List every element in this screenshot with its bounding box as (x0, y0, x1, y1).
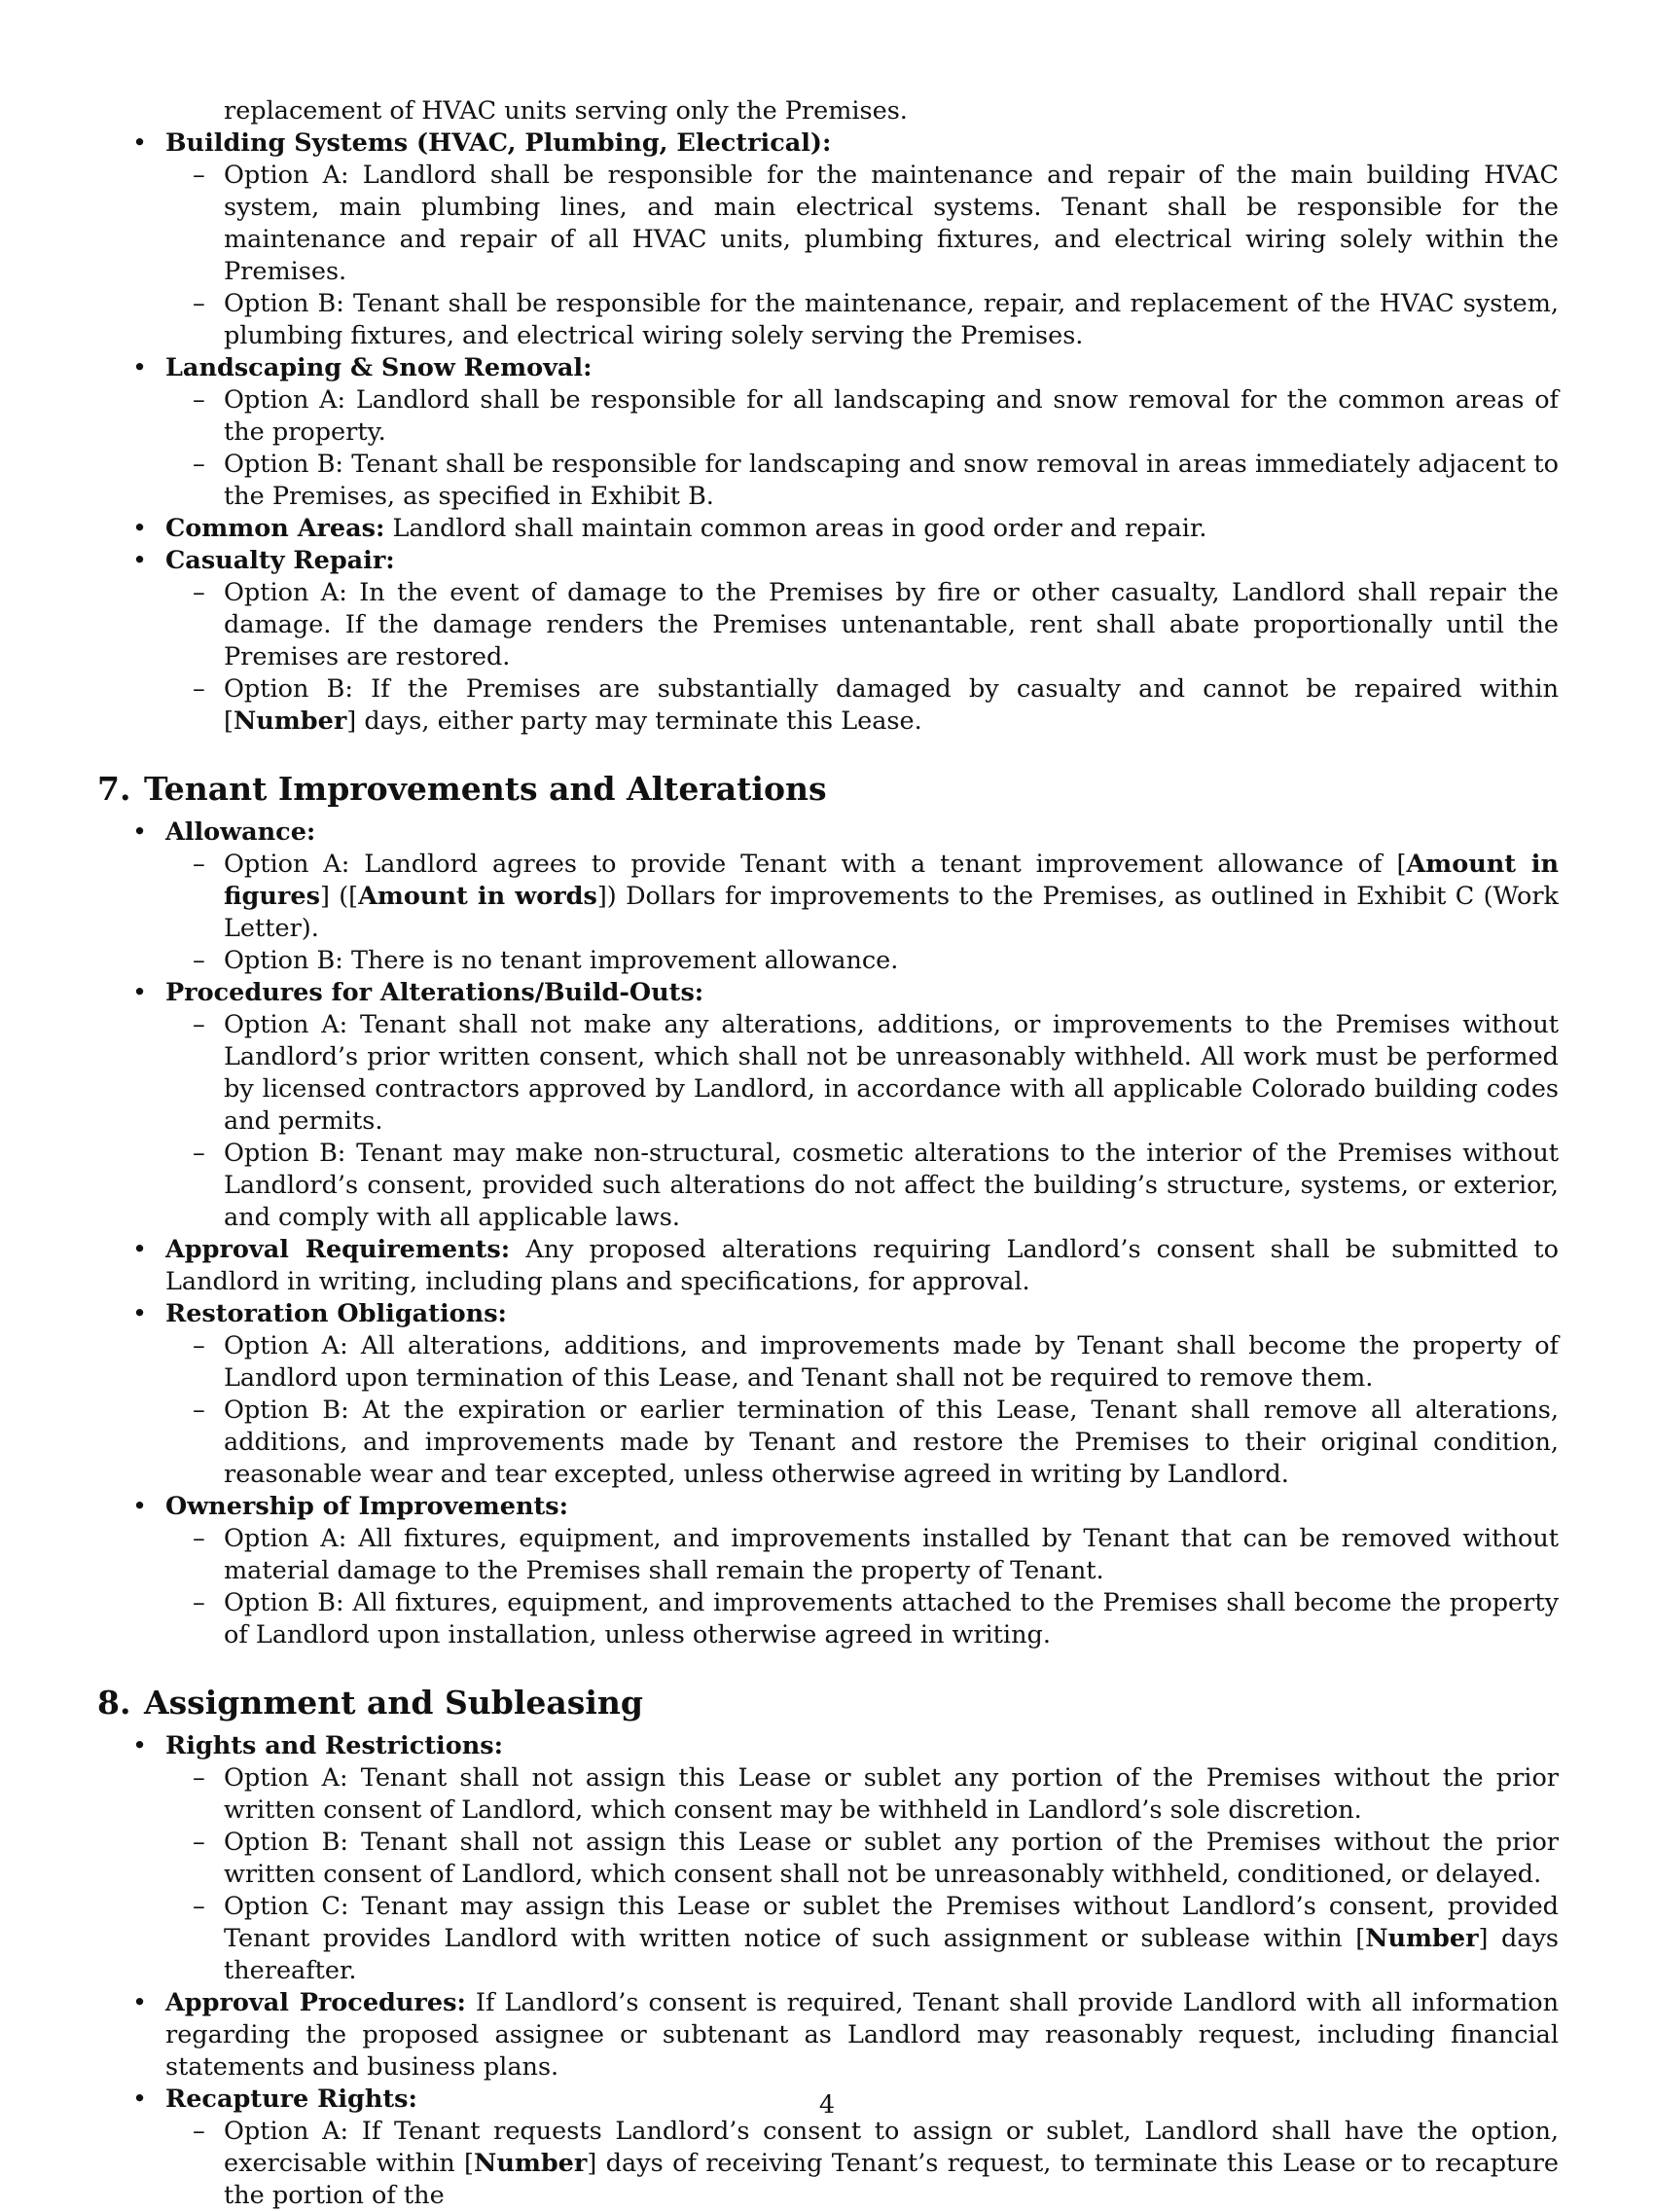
restoration-option-a: – Option A: All alterations, additions, and improvements made by Tenant shall become the property of Landlord upon termination of this Lease, and Tenant shall not be required to remove them. (97, 1330, 1559, 1395)
allowance-option-b: – Option B: There is no tenant improvement allowance. (97, 945, 1559, 977)
section-heading-7 (97, 770, 1559, 809)
page-number: 4 (818, 2090, 836, 2120)
item-text: Landlord shall maintain common areas in good order and repair. (392, 514, 1207, 543)
rights-option-c: – Option C: Tenant may assign this Lease or sublet the Premises without Landlord’s consent, provided Tenant provides Landlord with written notice of such assignment or sublease within [Number] days thereafter. (97, 1891, 1559, 1987)
placeholder-amount-figures: Amount in figures (224, 850, 1559, 911)
restoration-item (97, 1298, 1559, 1330)
building-option-b: – Option B: Tenant shall be responsible for the maintenance, repair, and replacement of the HVAC system, plumbing fixtures, and electrical wiring solely serving the Premises. (97, 288, 1559, 352)
item-text: Any proposed alterations requiring Landlord’s consent shall be submitted to Landlord in writing, including plans and specifications, for approval. (165, 1235, 1560, 1296)
item-title: Recapture Rights: (165, 2085, 417, 2114)
allowance-option-a: – Option A: Landlord agrees to provide Tenant with a tenant improvement allowance of [Amount in figures] ([Amount in words]) Dollars for improvements to the Premises, as outlined in Exhibit C (Work Letter). (97, 849, 1559, 945)
item-title: Rights and Restrictions: (165, 1731, 504, 1760)
common-areas-item (97, 513, 1559, 545)
building-systems-item (97, 127, 1559, 160)
landscaping-item (97, 352, 1559, 384)
item-title: Restoration Obligations: (165, 1299, 507, 1328)
restoration-option-b: – Option B: At the expiration or earlier termination of this Lease, Tenant shall remove all alterations, additions, and improvements made by Tenant and restore the Premises to their original condition, reasonable wear and tear excepted, unless otherwise agreed in writing by Landlord. (97, 1395, 1559, 1491)
rights-option-b: – Option B: Tenant shall not assign this Lease or sublet any portion of the Premises without the prior written consent of Landlord, which consent shall not be unreasonably withheld, conditioned, or delayed. (97, 1827, 1559, 1891)
casualty-repair-item (97, 545, 1559, 577)
casualty-option-a: – Option A: In the event of damage to the Premises by fire or other casualty, Landlord shall repair the damage. If the damage renders the Premises untenantable, rent shall abate proportionally until the Premises are restored. (97, 577, 1559, 673)
item-title: Building Systems (HVAC, Plumbing, Electrical): (165, 128, 832, 158)
ownership-option-a: – Option A: All fixtures, equipment, and improvements installed by Tenant that can be removed without material damage to the Premises shall remain the property of Tenant. (97, 1523, 1559, 1587)
item-text: If Landlord’s consent is required, Tenant shall provide Landlord with all information regarding the proposed assignee or subtenant as Landlord may reasonably request, including financial statements and business plans. (165, 1988, 1560, 2082)
item-title: Common Areas: (165, 514, 385, 543)
placeholder-number: Number (1365, 1924, 1479, 1953)
allowance-item (97, 816, 1559, 849)
section-number: 8. (97, 1684, 131, 1722)
item-title: Approval Procedures: (165, 1988, 466, 2017)
landscaping-option-b: – Option B: Tenant shall be responsible for landscaping and snow removal in areas immediately adjacent to the Premises, as specified in Exhibit B. (97, 449, 1559, 513)
approval-requirements-item (97, 1234, 1559, 1298)
building-option-a: – Option A: Landlord shall be responsible for the maintenance and repair of the main building HVAC system, main plumbing lines, and main electrical systems. Tenant shall be responsible for the maintenance and repair of all HVAC units, plumbing fixtures, and electrical wiring solely within the Premises. (97, 160, 1559, 288)
procedures-item (97, 977, 1559, 1009)
section-title: Tenant Improvements and Alterations (144, 770, 827, 808)
item-title: Casualty Repair: (165, 546, 395, 575)
continuation-text: replacement of HVAC units serving only the Premises. (224, 96, 908, 126)
section-title: Assignment and Subleasing (144, 1684, 643, 1722)
placeholder-amount-words: Amount in words (358, 882, 597, 911)
ownership-item (97, 1491, 1559, 1523)
placeholder-number: Number (474, 2149, 588, 2178)
casualty-option-b: – Option B: If the Premises are substantially damaged by casualty and cannot be repaired within [Number] days, either party may terminate this Lease. (97, 673, 1559, 738)
item-title: Landscaping & Snow Removal: (165, 353, 593, 382)
approval-procedures-item (97, 1987, 1559, 2084)
item-title: Procedures for Alterations/Build-Outs: (165, 978, 704, 1007)
landscaping-option-a: – Option A: Landlord shall be responsible for all landscaping and snow removal for the common areas of the property. (97, 384, 1559, 449)
recapture-option-a: – Option A: If Tenant requests Landlord’s consent to assign or sublet, Landlord shall have the option, exercisable within [Number] days of receiving Tenant’s request, to terminate this Lease or to recapture the portion of the (97, 2116, 1559, 2212)
item-title: Ownership of Improvements: (165, 1492, 569, 1521)
item-title: Allowance: (165, 817, 316, 847)
procedures-option-b: – Option B: Tenant may make non-structural, cosmetic alterations to the interior of the Premises without Landlord’s consent, provided such alterations do not affect the building’s structure, systems, or exterior, and comply with all applicable laws. (97, 1138, 1559, 1234)
item-title: Approval Requirements: (165, 1235, 511, 1264)
rights-restrictions-item (97, 1730, 1559, 1762)
section-heading-8 (97, 1684, 1559, 1722)
procedures-option-a: – Option A: Tenant shall not make any alterations, additions, or improvements to the Premises without Landlord’s prior written consent, which shall not be unreasonably withheld. All work must be performed by licensed contractors approved by Landlord, in accordance with all applicable Colorado building codes and permits. (97, 1009, 1559, 1138)
ownership-option-b: – Option B: All fixtures, equipment, and improvements attached to the Premises shall become the property of Landlord upon installation, unless otherwise agreed in writing. (97, 1587, 1559, 1651)
rights-option-a: – Option A: Tenant shall not assign this Lease or sublet any portion of the Premises without the prior written consent of Landlord, which consent may be withheld in Landlord’s sole discretion. (97, 1762, 1559, 1827)
page-content (97, 95, 1559, 2212)
placeholder-number: Number (233, 707, 347, 736)
section-number: 7. (97, 770, 131, 808)
